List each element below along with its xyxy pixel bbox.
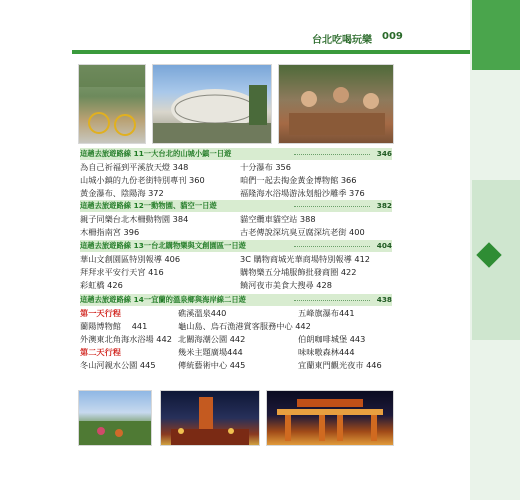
contents-entry: 3C 購物商城光華商場特別報導 412 bbox=[240, 254, 371, 264]
photo-bicycles bbox=[78, 64, 146, 144]
route-title: 這趟去旅遊路線 12一動物園、貓空一日遊 bbox=[80, 201, 217, 210]
contents-entry: 蘭陽博物館 441 bbox=[80, 321, 148, 331]
photo-night-gate bbox=[266, 390, 394, 446]
contents-entry: 龜山島、烏石漁港賞客服務中心 442 bbox=[178, 321, 311, 331]
route-page-number: 382 bbox=[376, 201, 392, 210]
contents-entry: 古老傳說深坑臭豆腐深坑老街 400 bbox=[240, 227, 365, 237]
day-label: 第一天行程 bbox=[80, 308, 121, 318]
contents-entry: 礁溪溫泉440 bbox=[178, 308, 227, 318]
contents-entry: 宜蘭東門觀光夜市 446 bbox=[298, 360, 382, 370]
photo-night-building bbox=[160, 390, 260, 446]
side-tab bbox=[472, 0, 520, 70]
contents-entry: 五峰旗瀑布441 bbox=[298, 308, 355, 318]
page-number: 009 bbox=[382, 31, 403, 42]
dot-leader bbox=[294, 154, 370, 155]
photo-building bbox=[152, 64, 272, 144]
photo-market-people bbox=[278, 64, 394, 144]
contents-entry: 味味嗷森林444 bbox=[298, 347, 355, 357]
route-page-number: 438 bbox=[376, 295, 392, 304]
contents-entry: 購物樂五分埔服飾批發商圈 422 bbox=[240, 267, 357, 277]
contents-entry: 北關海潮公園 442 bbox=[178, 334, 246, 344]
route-title: 這趟去旅遊路線 13一台北購物樂與文創園區一日遊 bbox=[80, 241, 246, 250]
route-title: 這趟去旅遊路線 14一宜蘭的溫泉鄉與海岸線二日遊 bbox=[80, 295, 246, 304]
route-page-number: 346 bbox=[376, 149, 392, 158]
contents-entry: 福隆海水浴場游泳划船沙雕季 376 bbox=[240, 188, 365, 198]
contents-entry: 幾米主題廣場444 bbox=[178, 347, 243, 357]
header-rule bbox=[72, 50, 470, 54]
dot-leader bbox=[294, 300, 370, 301]
contents-entry: 山城小鎮的九份老街特別專刊 360 bbox=[80, 175, 205, 185]
contents-entry: 貓空纜車貓空站 388 bbox=[240, 214, 316, 224]
header-title: 台北吃喝玩樂 bbox=[312, 35, 372, 46]
route-title: 這趟去旅遊路線 11一大台北的山城小鎮一日遊 bbox=[80, 149, 232, 158]
day-label: 第二天行程 bbox=[80, 347, 121, 357]
contents-entry: 十分瀑布 356 bbox=[240, 162, 291, 172]
route-page-number: 404 bbox=[376, 241, 392, 250]
photo-park bbox=[78, 390, 152, 446]
contents-entry: 外澳東北角海水浴場 442 bbox=[80, 334, 172, 344]
dot-leader bbox=[294, 206, 370, 207]
route-header bbox=[80, 294, 392, 306]
contents-entry: 華山文創園區特別報導 406 bbox=[80, 254, 181, 264]
contents-entry: 拜拜求平安行天宮 416 bbox=[80, 267, 164, 277]
contents-entry: 木柵指南宮 396 bbox=[80, 227, 140, 237]
dot-leader bbox=[294, 246, 370, 247]
contents-entry: 親子同樂台北木柵動物園 384 bbox=[80, 214, 189, 224]
contents-entry: 咱們一起去掏金黃金博物館 366 bbox=[240, 175, 357, 185]
contents-entry: 為自己祈福到平溪放天燈 348 bbox=[80, 162, 189, 172]
contents-entry: 彩虹橋 426 bbox=[80, 280, 123, 290]
contents-entry: 冬山河親水公園 445 bbox=[80, 360, 156, 370]
route-header bbox=[80, 200, 392, 212]
contents-entry: 黃金瀑布、陰陽海 372 bbox=[80, 188, 164, 198]
contents-entry: 傳統藝術中心 445 bbox=[178, 360, 246, 370]
route-header bbox=[80, 148, 392, 160]
route-header bbox=[80, 240, 392, 252]
contents-entry: 伯朗咖啡城堡 443 bbox=[298, 334, 366, 344]
contents-entry: 饒河夜市美食大搜尋 428 bbox=[240, 280, 332, 290]
header-bar bbox=[72, 28, 470, 50]
